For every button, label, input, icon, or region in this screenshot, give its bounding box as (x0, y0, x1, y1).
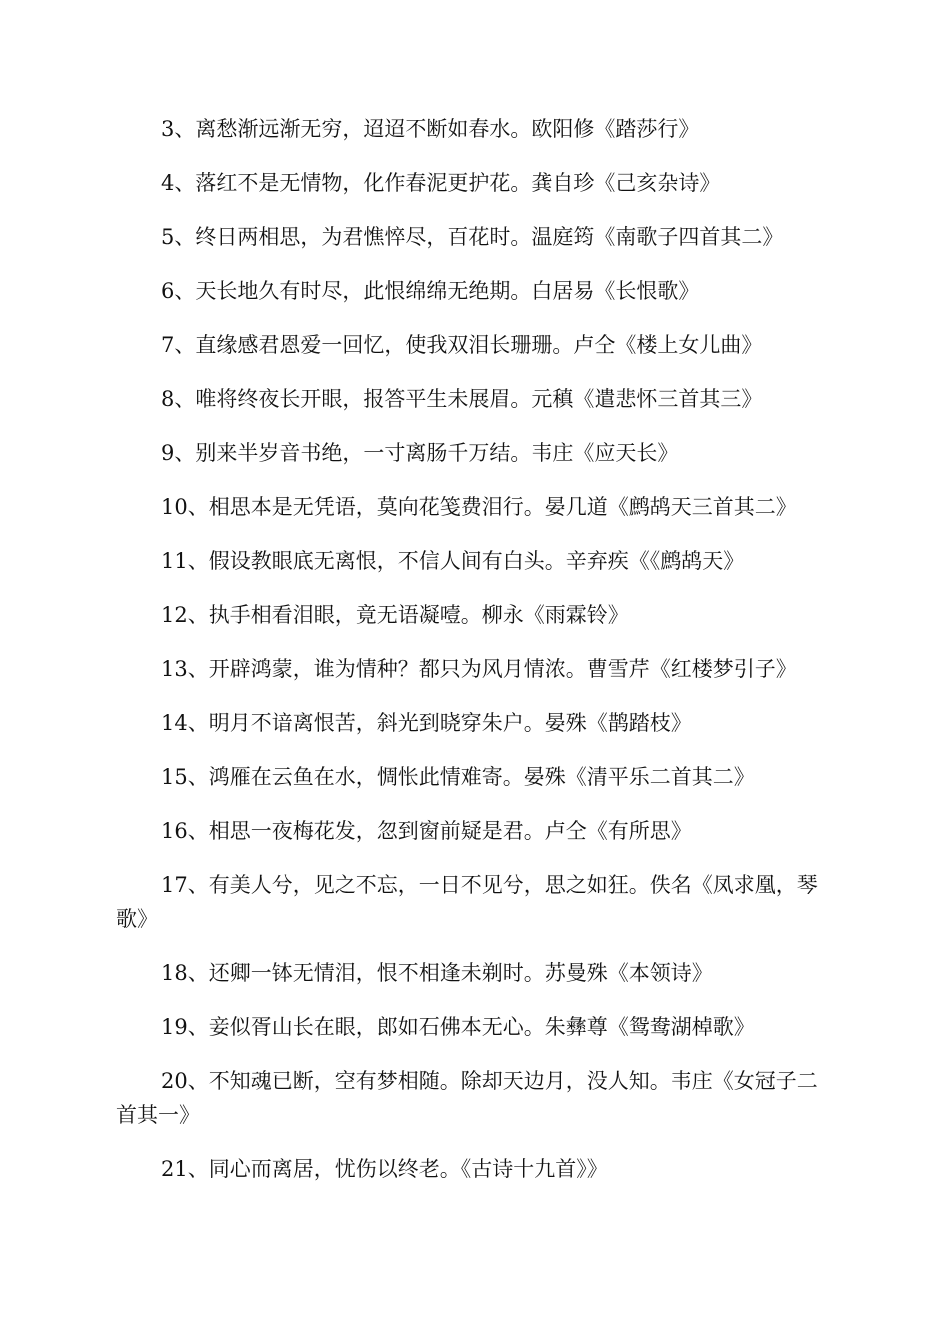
poem-line-11: 11、假设教眼底无离恨，不信人间有白头。辛弃疾《《鹧鸪天》 (161, 549, 745, 573)
poem-line-6: 6、天长地久有时尽，此恨绵绵无绝期。白居易《长恨歌》 (161, 279, 700, 303)
poem-line-10: 10、相思本是无凭语，莫向花笺费泪行。晏几道《鹧鸪天三首其二》 (161, 495, 797, 519)
poem-line-13: 13、开辟鸿蒙，谁为情种？都只为风月情浓。曹雪芹《红楼梦引子》 (161, 657, 797, 681)
poem-line-4: 4、落红不是无情物，化作春泥更护花。龚自珍《己亥杂诗》 (161, 171, 721, 195)
poem-line-20: 20、不知魂已断，空有梦相随。除却天边月，没人知。韦庄《女冠子二首其一》 (116, 1069, 818, 1127)
poem-line-8: 8、唯将终夜长开眼，报答平生未展眉。元稹《遣悲怀三首其三》 (161, 387, 763, 411)
poem-line-15: 15、鸿雁在云鱼在水，惆怅此情难寄。晏殊《清平乐二首其二》 (161, 765, 755, 789)
poem-list (116, 112, 834, 1206)
poem-line-9: 9、别来半岁音书绝，一寸离肠千万结。韦庄《应天长》 (161, 441, 679, 465)
poem-line-19: 19、妾似胥山长在眼，郎如石佛本无心。朱彝尊《鸳鸯湖棹歌》 (161, 1015, 755, 1039)
poem-line-7: 7、直缘感君恩爱一回忆，使我双泪长珊珊。卢仝《楼上女儿曲》 (161, 333, 763, 357)
poem-line-16: 16、相思一夜梅花发，忽到窗前疑是君。卢仝《有所思》 (161, 819, 692, 843)
poem-line-5: 5、终日两相思，为君憔悴尽，百花时。温庭筠《南歌子四首其二》 (161, 225, 784, 249)
poem-line-3: 3、离愁渐远渐无穷，迢迢不断如春水。欧阳修《踏莎行》 (161, 117, 700, 141)
poem-line-18: 18、还卿一钵无情泪，恨不相逢未剃时。苏曼殊《本领诗》 (161, 961, 713, 985)
poem-line-17: 17、有美人兮，见之不忘，一日不见兮，思之如狂。佚名《凤求凰，琴歌》 (116, 873, 818, 931)
poem-line-12: 12、执手相看泪眼，竟无语凝噎。柳永《雨霖铃》 (161, 603, 629, 627)
poem-line-14: 14、明月不谙离恨苦，斜光到晓穿朱户。晏殊《鹊踏枝》 (161, 711, 692, 735)
poem-line-21: 21、同心而离居，忧伤以终老。《古诗十九首》》 (161, 1157, 608, 1181)
